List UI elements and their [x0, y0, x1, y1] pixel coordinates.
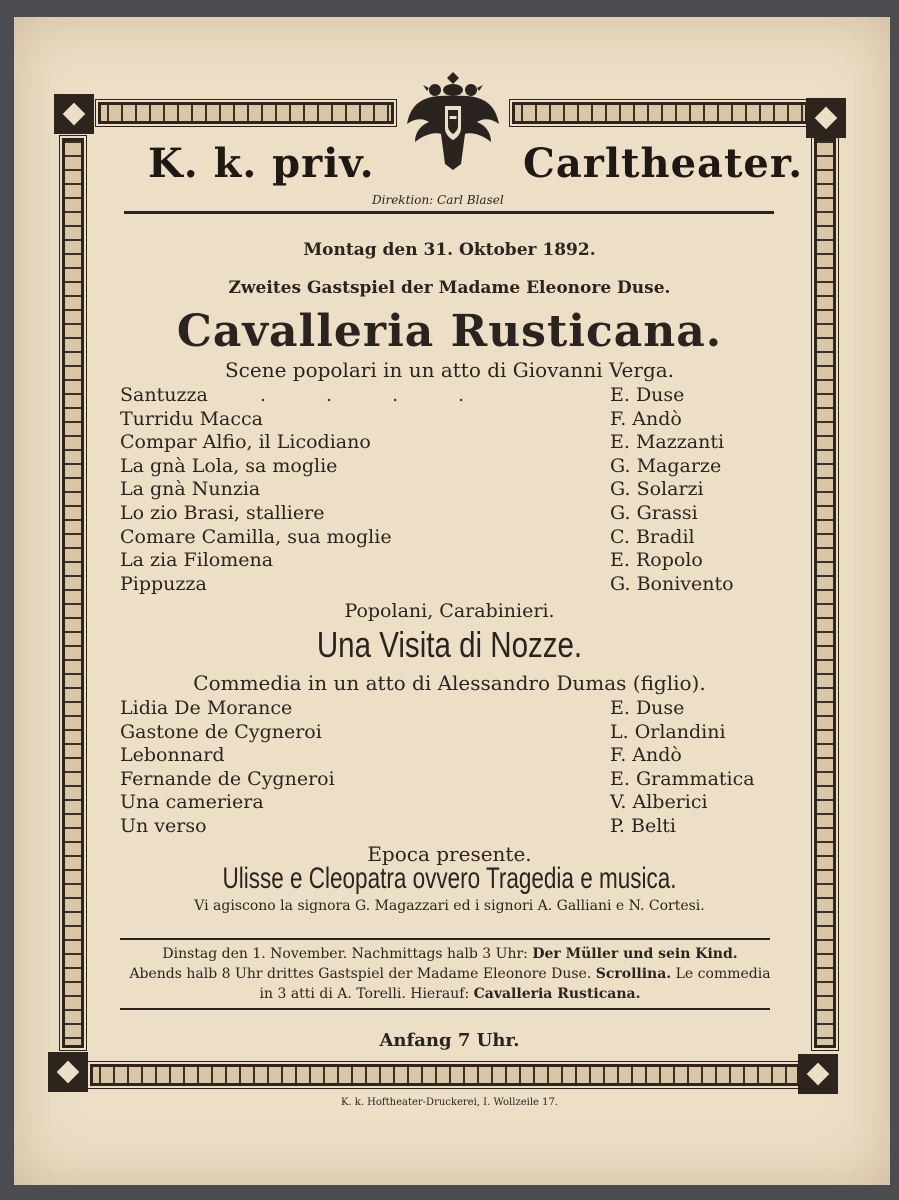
divider-rule [120, 938, 770, 940]
cast-row [120, 721, 770, 745]
next-performance-notice [110, 944, 790, 1004]
actor-name: G. Magarze [610, 454, 722, 477]
cast-list-cavalleria [120, 384, 770, 596]
cast-row [120, 815, 770, 839]
cast-row [120, 502, 770, 526]
notice-text: Le commedia [671, 966, 771, 982]
direktion-line: Direktion: Carl Blasel [372, 193, 504, 207]
cast-row [120, 384, 770, 408]
role-name: Comare Camilla, sua moglie [120, 525, 392, 548]
cast-row [120, 526, 770, 550]
actor-name: F. Andò [610, 744, 682, 767]
theater-prefix: K. k. priv. [148, 140, 375, 187]
notice-text: Abends halb 8 Uhr drittes Gastspiel der Madame Eleonore Duse. [129, 966, 596, 982]
border-corner-bottom-right [798, 1054, 838, 1094]
play-title-visita: Una Visita di Nozze. [316, 624, 583, 665]
notice-title: Der Müller und sein Kind. [532, 946, 738, 962]
actor-name: C. Bradil [610, 525, 695, 548]
role-name: Un verso [120, 814, 207, 837]
role-name: Una cameriera [120, 791, 264, 814]
cast-row [120, 768, 770, 792]
actor-name: E. Grammatica [610, 767, 755, 790]
cast-row [120, 791, 770, 815]
cast-row [120, 408, 770, 432]
start-time: Anfang 7 Uhr. [379, 1030, 520, 1051]
actor-name: L. Orlandini [610, 720, 726, 743]
role-name: La gnà Nunzia [120, 478, 261, 501]
divider-rule [120, 1008, 770, 1010]
role-name: Pippuzza [120, 572, 207, 595]
actor-name: G. Solarzi [610, 478, 704, 501]
role-name: Lebonnard [120, 744, 225, 767]
actor-name: G. Grassi [610, 501, 698, 524]
role-name: Lidia De Morance [120, 697, 293, 719]
notice-title: Scrollina. [595, 966, 672, 982]
guest-performance-line: Zweites Gastspiel der Madame Eleonore Duse. [228, 278, 671, 298]
play-title-cavalleria: Cavalleria Rusticana. [176, 306, 723, 357]
leader-dots: .... [260, 384, 525, 406]
cast-row [120, 431, 770, 455]
role-name: La zia Filomena [120, 549, 274, 572]
cast-row [120, 697, 770, 721]
extras-line: Popolani, Carabinieri. [344, 600, 555, 622]
actor-name: E. Duse [610, 697, 685, 719]
actor-name: V. Alberici [610, 791, 708, 814]
printer-imprint: K. k. Hoftheater-Druckerei, I. Wollzeile 17. [340, 1097, 559, 1108]
cast-row [120, 744, 770, 768]
border-corner-top-right [806, 98, 846, 138]
cast-row [120, 573, 770, 597]
actor-name: F. Andò [610, 407, 682, 430]
border-corner-bottom-left [48, 1052, 88, 1092]
divider-rule [124, 211, 774, 214]
play-subtitle-cavalleria: Scene popolari in un atto di Giovanni Verga. [224, 358, 675, 382]
performance-date: Montag den 31. Oktober 1892. [303, 240, 596, 260]
play-title-ulisse: Ulisse e Cleopatra ovvero Tragedia e musica. [222, 862, 677, 895]
role-name: Santuzza [120, 384, 208, 406]
role-name: Lo zio Brasi, stalliere [120, 501, 325, 524]
cast-row [120, 549, 770, 573]
actor-name: G. Bonivento [610, 572, 734, 595]
epoca-line: Epoca presente. [367, 842, 532, 866]
border-top-right [512, 102, 808, 124]
border-top-left [98, 102, 394, 124]
border-corner-top-left [54, 94, 94, 134]
theater-name: Carltheater. [523, 140, 804, 187]
cast-list-visita [120, 697, 770, 839]
cast-row [120, 455, 770, 479]
role-name: La gnà Lola, sa moglie [120, 454, 338, 477]
role-name: Fernande de Cygneroi [120, 767, 335, 790]
double-headed-eagle-icon [405, 68, 501, 172]
role-name: Gastone de Cygneroi [120, 720, 322, 743]
play-subtitle-visita: Commedia in un atto di Alessandro Dumas (figlio). [193, 671, 706, 695]
actor-name: E. Duse [610, 384, 685, 406]
notice-title: Cavalleria Rusticana. [473, 986, 641, 1002]
actor-name: E. Ropolo [610, 549, 703, 572]
role-name: Turridu Macca [120, 407, 263, 430]
cast-row [120, 478, 770, 502]
performers-line: Vi agiscono la signora G. Magazzari ed i signori A. Galliani e N. Cortesi. [194, 898, 705, 914]
role-name: Compar Alfio, il Licodiano [120, 431, 371, 454]
actor-name: P. Belti [610, 814, 677, 837]
notice-text: in 3 atti di A. Torelli. Hierauf: [259, 986, 474, 1002]
notice-text: Dinstag den 1. November. Nachmittags halb 3 Uhr: [162, 946, 533, 962]
actor-name: E. Mazzanti [610, 431, 725, 454]
border-bottom [90, 1064, 800, 1086]
